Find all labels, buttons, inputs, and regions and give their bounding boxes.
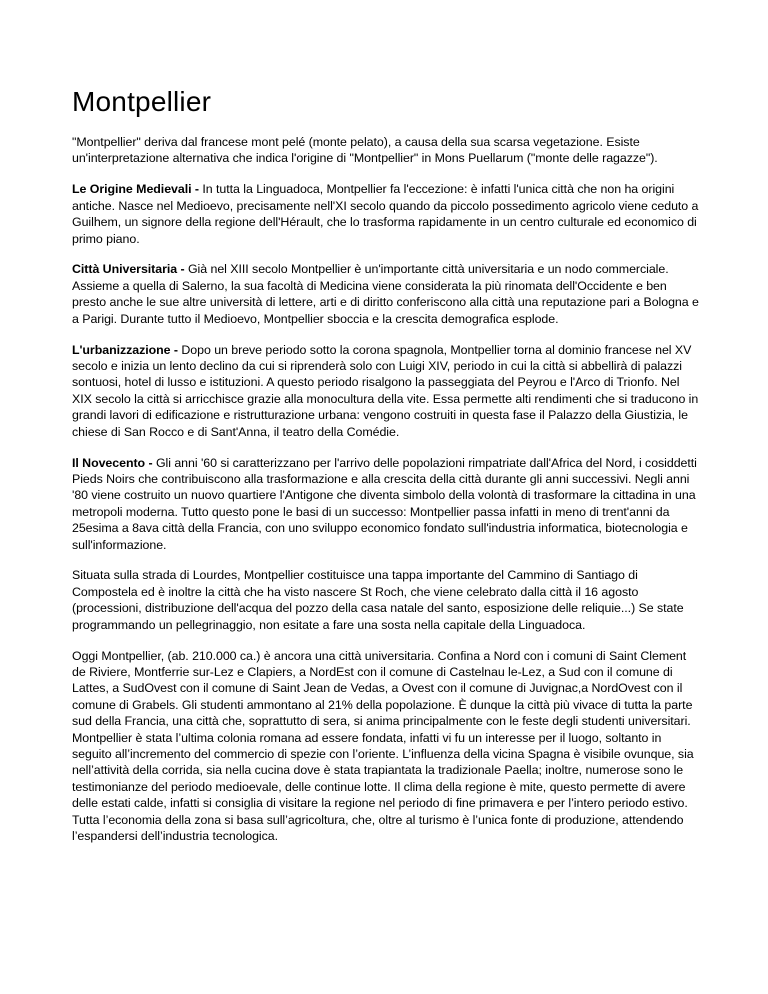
paragraph-novecento <box>72 455 700 553</box>
paragraph-heading: Città Universitaria - <box>72 262 188 277</box>
page-title: Montpellier <box>72 86 212 117</box>
paragraph-heading: Il Novecento - <box>72 455 156 470</box>
paragraph-text: Situata sulla strada di Lourdes, Montpellier costituisce una tappa importante del Cammino di Santiago di Compostela ed è inoltre la città che ha visto nascere St Roch, che viene celebrato dalla città il 16 agosto (processioni, distribuzione dell'acqua del pozzo della casa natale del santo, esposizione delle reliquie...) Se state programmando un pellegrinaggio, non esitate a fare una sosta nella capitale della Linguadoca. <box>72 568 684 632</box>
paragraph-text: "Montpellier" deriva dal francese mont pelé (monte pelato), a causa della sua scarsa vegetazione. Esiste un'interpretazione alternativa che indica l'origine di "Montpellier" in Mons Puellarum ("monte delle ragazze"). <box>72 135 658 166</box>
paragraph-intro <box>72 134 700 167</box>
document-page <box>72 84 700 859</box>
paragraph-text: Già nel XIII secolo Montpellier è un'importante città universitaria e un nodo commerciale. Assieme a quella di Salerno, la sua facoltà di Medicina viene considerata la più rinomata dell'Occidente e ben presto anche le sue altre università di lettere, arti e di diritto conferiscono alla città una reputazione pari a Bologna e a Parigi. Durante tutto il Medioevo, Montpellier sboccia e la crescita demografica esplode. <box>72 262 699 326</box>
paragraph-text: In tutta la Linguadoca, Montpellier fa l'eccezione: è infatti l'unica città che non ha origini antiche. Nasce nel Medioevo, precisamente nell'XI secolo quando da piccolo possedimento agricolo viene ceduto a Guilhem, un signore della regione dell'Hérault, che lo trasforma rapidamente in un centro culturale ed economico di primo piano. <box>72 182 699 246</box>
paragraph-heading: L'urbanizzazione - <box>72 342 182 357</box>
paragraph-text: Gli anni '60 si caratterizzano per l'arrivo delle popolazioni rimpatriate dall'Africa del Nord, i cosiddetti Pieds Noirs che contribuiscono alla trasformazione e alla crescita della città durante gli anni successivi. Negli anni '80 viene costruito un nuovo quartiere l'Antigone che diventa simbolo della volontà di trasformare la cittadina in una metropoli moderna. Tutto questo pone le basi di un successo: Montpellier passa infatti in meno di trent'anni da 25esima a 8ava città della Francia, con uno sviluppo economico fondato sull'industria informatica, biotecnologia e sull'informazione. <box>72 455 697 552</box>
paragraph-heading: Le Origine Medievali - <box>72 182 203 197</box>
paragraph-text: Dopo un breve periodo sotto la corona spagnola, Montpellier torna al dominio francese nel XV secolo e inizia un lento declino da cui si riprenderà solo con Luigi XIV, periodo in cui la città si abbellirà di palazzi sontuosi, hotel di lusso e istituzioni. A questo periodo risalgono la passeggiata del Peyrou e l'Arco di Trionfo. Nel XIX secolo la città si arricchisce grazie alla monocultura della vite. Essa permette alti rendimenti che si traducono in grandi lavori di edificazione e ristrutturazione urbana: vengono costruiti in questa fase il Palazzo della Giustizia, le chiese di San Rocco e di Sant'Anna, il teatro della Comédie. <box>72 342 699 439</box>
paragraph-urbanizzazione <box>72 342 700 440</box>
paragraph-origini-medievali <box>72 181 700 247</box>
paragraph-oggi <box>72 648 700 845</box>
paragraph-citta-universitaria <box>72 261 700 327</box>
paragraph-text: Oggi Montpellier, (ab. 210.000 ca.) è ancora una città universitaria. Confina a Nord con i comuni di Saint Clement de Riviere, Montferrie sur-Lez e Clapiers, a NordEst con il comune di Castelnau le-Lez, a Sud con il comune di Lattes, a SudOvest con il comune di Saint Jean de Vedas, a Ovest con il comune di Juvignac,a NordOvest con il comune di Grabels. Gli studenti ammontano al 21% della popolazione. È dunque la città più vivace di tutta la parte sud della Francia, una città che, soprattutto di sera, si anima principalmente con le feste degli studenti universitari. Montpellier è stata l’ultima colonia romana ad essere fondata, infatti vi fu un interesse per il luogo, soltanto in seguito all’incremento del commercio di spezie con l’oriente. L’influenza della vicina Spagna è visibile ovunque, sia nell’attività della corrida, sia nella cucina dove è stata trapiantata la tradizionale Paella; inoltre, numerose sono le testimonianze del periodo medioevale, delle continue lotte. Il clima della regione è mite, questo permette di avere delle estati calde, infatti si consiglia di visitare la regione nel periodo di fine primavera e per l’intero periodo estivo. Tutta l’economia della zona si basa sull’agricoltura, che, oltre al turismo è l’unica fonte di produzione, attendendo l’espandersi dell’industria tecnologica. <box>72 648 694 844</box>
paragraph-lourdes <box>72 567 700 633</box>
